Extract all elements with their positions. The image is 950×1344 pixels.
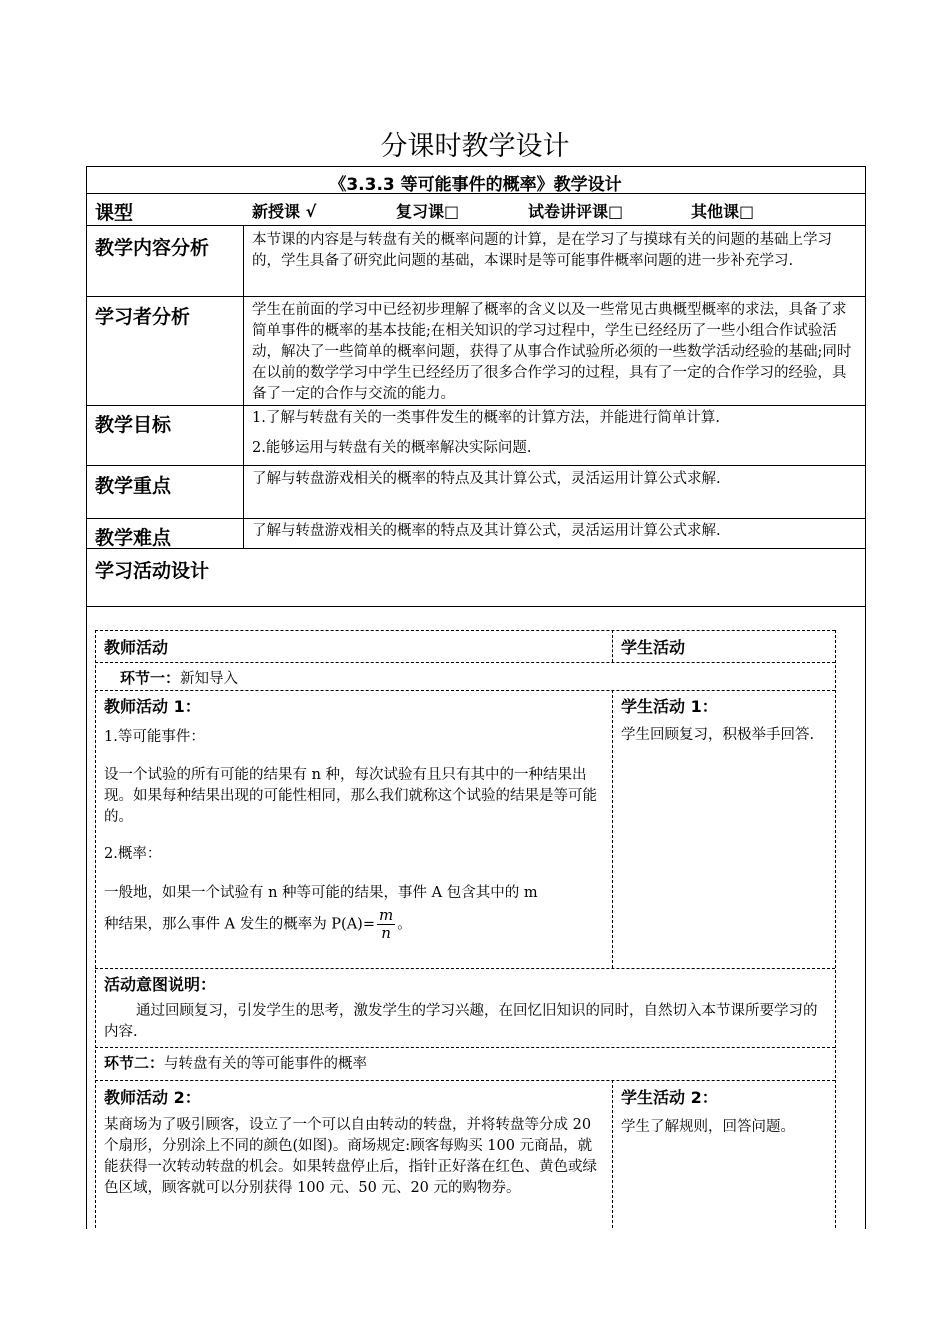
divider (86, 405, 865, 406)
dashed-divider (95, 662, 835, 663)
dashed-divider (95, 968, 835, 969)
student-activity-2-label: 学生活动 2： (621, 1088, 718, 1107)
fraction-numerator: m (379, 906, 394, 924)
divider (86, 518, 865, 519)
course-type-label: 课型 (95, 202, 134, 224)
student-activity-2-text: 学生了解规则，回答问题。 (621, 1119, 795, 1135)
key-points-text: 了解与转盘游戏相关的概率的特点及其计算公式，灵活运用计算公式求解. (252, 471, 721, 487)
dashed-divider (95, 1047, 835, 1048)
dashed-divider (835, 630, 836, 1228)
dashed-divider (95, 630, 96, 1228)
teacher-activity-2-text: 某商场为了吸引顾客，设立了一个可以自由转动的转盘，并将转盘等分成 20 个扇形，分别涂上不同的颜色(如图)。商场规定:顾客每购买 100 元商品，就能获得一次转动转盘的机会。如果转盘停止后，指针正好落在红色、黄色或绿色区域，顾客就可以分别获得 100 元、50 元、20 元的购物券。 (104, 1117, 597, 1196)
teacher-activity-1-label: 教师活动 1： (104, 697, 201, 716)
objectives-label: 教学目标 (95, 414, 172, 436)
equal-event-heading: 1.等可能事件： (104, 729, 205, 745)
section-2-name: 与转盘有关的等可能事件的概率 (164, 1056, 368, 1072)
fraction-denominator: n (381, 924, 391, 942)
divider (86, 296, 865, 297)
student-activity-1-label: 学生活动 1： (621, 697, 718, 716)
teacher-activity-header: 教师活动 (104, 638, 169, 657)
dashed-divider (612, 630, 613, 662)
teacher-activity-2-label: 教师活动 2： (104, 1088, 201, 1107)
dashed-divider (612, 1080, 613, 1228)
probability-definition-line2 (104, 907, 598, 942)
divider (86, 548, 865, 549)
divider (86, 225, 865, 226)
formula-end: 。 (397, 916, 412, 933)
dashed-divider (95, 690, 835, 691)
page-title: 分课时教学设计 (380, 131, 570, 162)
dashed-divider (95, 630, 835, 631)
dashed-divider (612, 690, 613, 968)
divider (86, 465, 865, 466)
difficulties-text: 了解与转盘游戏相关的概率的特点及其计算公式，灵活运用计算公式求解. (252, 523, 721, 539)
section-2-heading (104, 1052, 367, 1073)
probability-definition-line1: 一般地，如果一个试验有 n 种等可能的结果，事件 A 包含其中的 m (104, 885, 538, 901)
learner-analysis-label: 学习者分析 (95, 306, 191, 328)
dashed-divider (95, 1080, 835, 1081)
probability-heading: 2.概率： (104, 846, 162, 862)
learner-analysis-text: 学生在前面的学习中已经初步理解了概率的含义以及一些常见古典概型概率的求法，具备了求简单事件的概率的基本技能;在相关知识的学习过程中，学生已经经历了一些小组合作试验活动，解决了一些简单的概率问题，获得了从事合作试验所必须的一些数学活动经验的基础;同时在以前的数学学习中学生已经经历了很多合作学习的过程，具有了一定的合作学习的经验，具备了一定的合作与交流的能力。 (252, 302, 852, 402)
content-analysis-text: 本节课的内容是与转盘有关的概率问题的计算，是在学习了与摸球有关的问题的基础上学习的，学生具备了研究此问题的基础，本课时是等可能事件概率问题的进一步补充学习. (252, 232, 832, 269)
objective-item: 2.能够运用与转盘有关的概率解决实际问题. (252, 440, 532, 456)
option-new-lesson[interactable]: 新授课 √ (252, 202, 317, 221)
divider (243, 225, 244, 548)
section-2-title: 环节二： (104, 1054, 165, 1072)
student-activity-1-text: 学生回顾复习，积极举手回答. (621, 727, 815, 743)
intent-text: 通过回顾复习，引发学生的思考，激发学生的学习兴趣，在回忆旧知识的同时，自然切入本节课所要学习的内容. (104, 1003, 818, 1040)
option-exam-review[interactable]: 试卷讲评课□ (528, 202, 624, 221)
section-1-title: 环节一： (120, 669, 181, 687)
student-activity-header: 学生活动 (621, 638, 686, 657)
probability-fraction (377, 907, 395, 942)
lesson-title: 《3.3.3 等可能事件的概率》教学设计 (329, 175, 622, 195)
key-points-label: 教学重点 (95, 475, 172, 497)
activity-design-label: 学习活动设计 (95, 560, 210, 582)
equal-event-definition: 设一个试验的所有可能的结果有 n 种，每次试验有且只有其中的一种结果出现。如果每种结果出现的可能性相同，那么我们就称这个试验的结果是等可能的。 (104, 767, 597, 825)
difficulties-label: 教学难点 (95, 527, 172, 549)
intent-label: 活动意图说明： (104, 975, 217, 994)
option-other[interactable]: 其他课□ (691, 202, 755, 221)
objective-item: 1.了解与转盘有关的一类事件发生的概率的计算方法，并能进行简单计算. (252, 410, 720, 426)
content-analysis-label: 教学内容分析 (95, 237, 210, 259)
divider (86, 606, 865, 607)
section-1-name: 新知导入 (180, 671, 239, 687)
option-review[interactable]: 复习课□ (396, 202, 460, 221)
section-1-heading (120, 667, 238, 688)
probability-formula-text: 种结果，那么事件 A 发生的概率为 P(A)= (104, 916, 375, 933)
